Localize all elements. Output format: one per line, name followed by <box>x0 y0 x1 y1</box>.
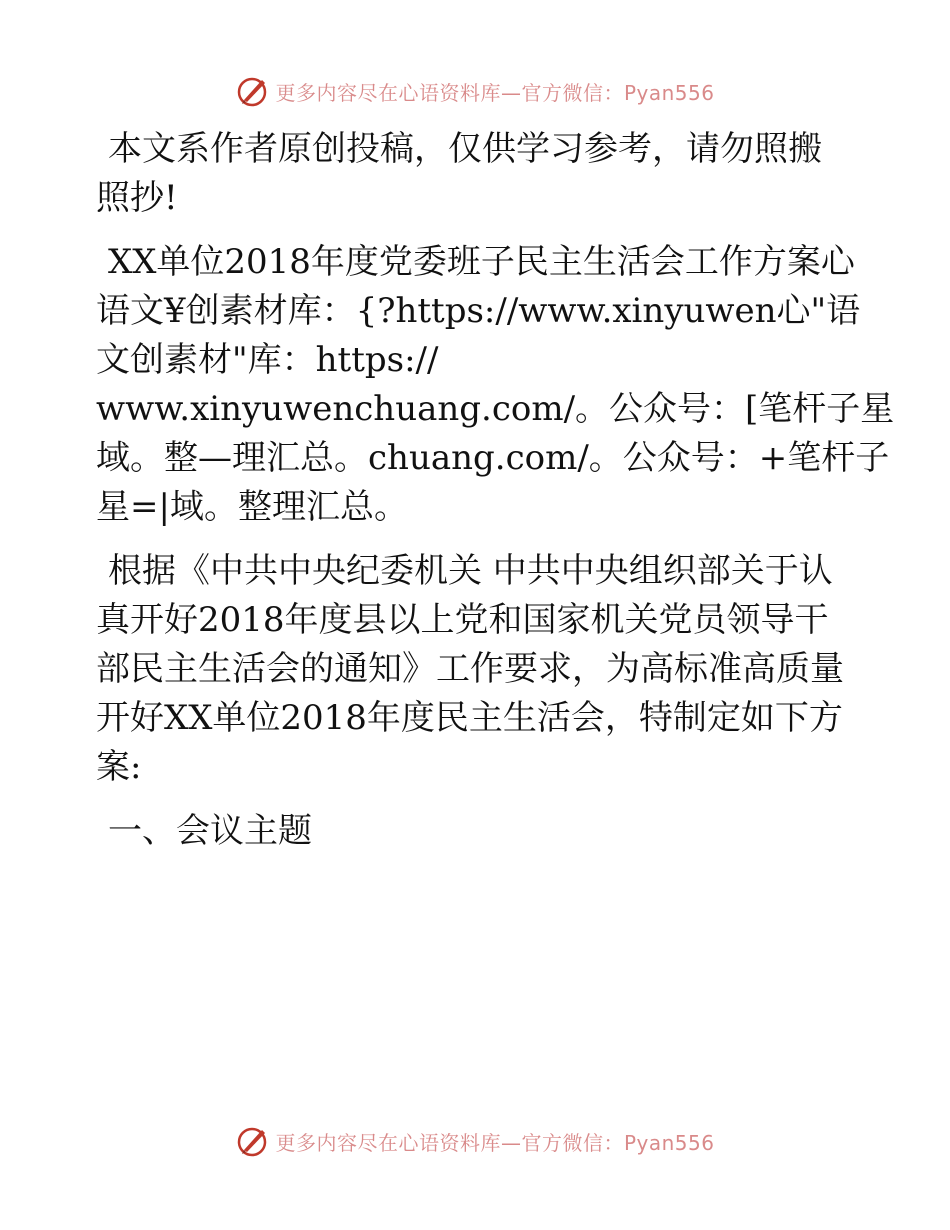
section-heading <box>96 807 856 856</box>
intro-paragraph <box>96 547 856 792</box>
title-paragraph <box>96 238 895 532</box>
header-banner-text: 更多内容尽在心语资料库—官方微信：Pyan556 <box>275 80 715 105</box>
text-line: 文创素材"库：https:// <box>96 340 439 380</box>
text-line: XX单位2018年度党委班子民主生活会工作方案心 <box>108 242 855 282</box>
disclaimer-paragraph <box>96 125 856 223</box>
text-line: 部民主生活会的通知》工作要求，为高标准高质量 <box>96 649 844 689</box>
text-line: 照抄! <box>96 178 178 218</box>
footer-banner-text: 更多内容尽在心语资料库—官方微信：Pyan556 <box>275 1130 715 1155</box>
header-banner <box>0 71 950 111</box>
text-line: 语文¥创素材库：{?https://www.xinyuwen心"语 <box>96 291 861 331</box>
footer-banner <box>0 1121 950 1161</box>
quill-pen-logo-icon <box>235 73 271 109</box>
text-line: 案: <box>96 747 142 787</box>
text-line: 星=|域。整理汇总。 <box>96 487 408 527</box>
text-line: 根据《中共中央纪委机关 中共中央组织部关于认 <box>108 551 833 591</box>
document-body <box>96 125 895 871</box>
quill-pen-logo-icon <box>235 1123 271 1159</box>
text-line: 开好XX单位2018年度民主生活会，特制定如下方 <box>96 698 843 738</box>
text-line: www.xinyuwenchuang.com/。公众号：[笔杆子星 <box>96 389 895 429</box>
text-line: 域。整—理汇总。chuang.com/。公众号：+笔杆子 <box>96 438 890 478</box>
text-line: 本文系作者原创投稿，仅供学习参考，请勿照搬 <box>108 129 822 169</box>
text-line: 真开好2018年度县以上党和国家机关党员领导干 <box>96 600 829 640</box>
text-line: 一、会议主题 <box>108 811 312 851</box>
